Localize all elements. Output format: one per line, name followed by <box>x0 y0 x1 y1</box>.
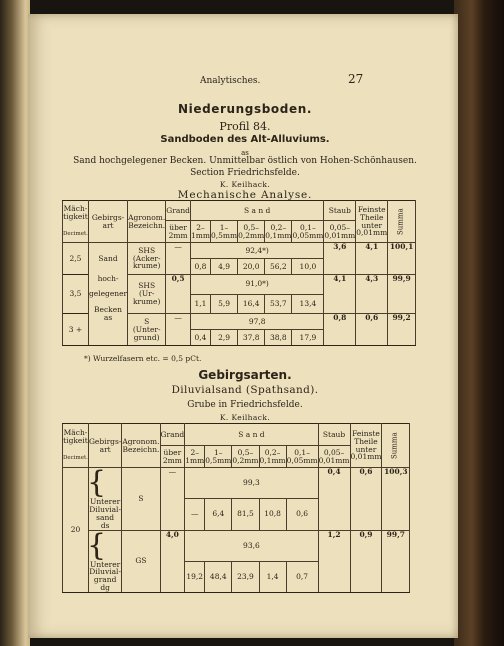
t2-header-s3: 0,5– 0,2mm <box>232 446 259 468</box>
t2-header-ueber: über 2mm <box>160 446 185 468</box>
row1-agronom: SHS (Acker- krume) <box>128 243 166 275</box>
row2-staub: 4,1 <box>324 275 356 314</box>
t2-header-s4: 0,2– 0,1mm <box>259 446 286 468</box>
t2-row2-agronom: GS <box>122 530 160 593</box>
analysis-table-1 <box>62 200 416 346</box>
row1-sand-total: 92,4*) <box>190 243 323 259</box>
t2-row1-feinste: 0,6 <box>350 468 382 531</box>
t2-header-maechtigkeit: Mäch-tigkeit Decimet. <box>63 424 89 468</box>
t2-header-s2: 1– 0,5mm <box>205 446 232 468</box>
row3-frac-1: 0,4 <box>190 330 210 346</box>
profile-number: Profil 84. <box>219 120 271 133</box>
soil-symbol: as <box>241 149 249 157</box>
header-s3: 0,5– 0,2mm <box>238 221 265 243</box>
row1-frac-5: 10,0 <box>292 259 324 275</box>
t2-row1-frac-4: 10,8 <box>259 499 286 530</box>
row3-depth: 3 + <box>63 314 89 346</box>
row2-depth: 3,5 <box>63 275 89 314</box>
t2-row2-frac-3: 23,9 <box>232 561 259 592</box>
t2-row2-grand: 4,0 <box>160 530 185 593</box>
section-title: Niederungsboden. <box>177 102 313 116</box>
t2-row1-frac-3: 81,5 <box>232 499 259 530</box>
row3-sand-total: 97,8 <box>190 314 323 330</box>
row1-frac-4: 56,2 <box>265 259 292 275</box>
row3-staub: 0,8 <box>324 314 356 346</box>
header-staub: Staub <box>324 201 356 221</box>
t2-header-sand: S a n d <box>185 424 318 446</box>
row1-frac-3: 20,0 <box>238 259 265 275</box>
location-text: Sand hochgelegener Becken. Unmittelbar östlich von Hohen-Schönhausen. <box>73 156 417 166</box>
t2-row1-frac-5: 0,6 <box>286 499 318 530</box>
row3-summa: 99,2 <box>388 314 416 346</box>
section2-author: K. Keilhack. <box>219 413 271 422</box>
row1-feinste: 4,1 <box>356 243 388 275</box>
row1-summa: 100,1 <box>388 243 416 275</box>
soil-subtitle: Sandboden des Alt-Alluviums. <box>160 134 330 145</box>
row2-frac-1: 1,1 <box>190 294 210 314</box>
page-number: 27 <box>348 72 364 86</box>
row2-grand: 0,5 <box>166 275 191 314</box>
header-grand: Grand <box>166 201 191 221</box>
row2-agronom: SHS (Ur- krume) <box>128 275 166 314</box>
row2-frac-2: 5,9 <box>210 294 237 314</box>
row3-frac-2: 2,9 <box>210 330 237 346</box>
section2-location: Grube in Friedrichsfelde. <box>187 400 303 410</box>
header-summa: Summa <box>388 201 416 243</box>
section2-subtitle: Diluvialsand (Spathsand). <box>171 384 319 396</box>
t2-header-feinste: Feinste Theile unter 0,01mm <box>350 424 382 468</box>
t2-row2-frac-1: 19,2 <box>185 561 205 592</box>
running-head: Analytisches. <box>200 76 261 86</box>
author: K. Keilhack. <box>219 180 271 189</box>
header-s5: 0,1– 0,05mm <box>292 221 324 243</box>
header-sand: S a n d <box>190 201 323 221</box>
gebirgsart-lines-2: hoch- gelegener Becken <box>88 273 128 314</box>
t2-row1-sand-total: 99,3 <box>185 468 318 499</box>
t2-header-s1: 2– 1mm <box>185 446 205 468</box>
row1-depth: 2,5 <box>63 243 89 275</box>
t2-row2-frac-2: 48,4 <box>205 561 232 592</box>
row2-frac-3: 16,4 <box>238 294 265 314</box>
t2-row1-staub: 0,4 <box>318 468 350 531</box>
header-staub-range: 0,05– 0,01mm <box>324 221 356 243</box>
t2-row2-gebirgsart: { Unterer Diluvial- grand dg <box>86 527 121 593</box>
row3-frac-3: 37,8 <box>238 330 265 346</box>
row1-frac-2: 4,9 <box>210 259 237 275</box>
book-spine <box>0 0 30 646</box>
row3-frac-5: 17,9 <box>292 330 324 346</box>
row1-staub: 3,6 <box>324 243 356 275</box>
t2-header-summa: Summa <box>382 424 410 468</box>
t2-row1-grand: — <box>160 468 185 531</box>
row1-frac-1: 0,8 <box>190 259 210 275</box>
t2-row1-frac-2: 6,4 <box>205 499 232 530</box>
t2-depth: 20 <box>63 468 89 593</box>
header-s1: 2– 1mm <box>190 221 210 243</box>
t2-row2-sand-total: 93,6 <box>185 530 318 561</box>
row2-frac-4: 53,7 <box>265 294 292 314</box>
gebirgsart-line-1: Sand <box>88 243 127 275</box>
t2-header-agronom: Agronom. Bezeichn. <box>122 424 160 468</box>
t2-row1-summa: 100,3 <box>382 468 410 531</box>
t2-row2-feinste: 0,9 <box>350 530 382 593</box>
row2-sand-total: 91,0*) <box>190 275 323 295</box>
section2-title: Gebirgsarten. <box>198 368 292 382</box>
t2-header-gebirgsart: Gebirgs-art <box>88 424 121 468</box>
gebirgsart-line-5: as <box>88 314 127 346</box>
row3-feinste: 0,6 <box>356 314 388 346</box>
header-s2: 1– 0,5mm <box>210 221 237 243</box>
header-maechtigkeit: Mäch-tigkeit Decimet. <box>63 201 89 243</box>
header-s4: 0,2– 0,1mm <box>265 221 292 243</box>
t2-header-staub-range: 0,05– 0,01mm <box>318 446 350 468</box>
row3-frac-4: 38,8 <box>265 330 292 346</box>
t2-row2-frac-4: 1,4 <box>259 561 286 592</box>
book-edge <box>454 0 504 646</box>
row3-grand: — <box>166 314 191 346</box>
row3-agronom: S (Unter- grund) <box>128 314 166 346</box>
header-agronom: Agronom. Bezeichn. <box>128 201 166 243</box>
t2-header-grand: Grand <box>160 424 185 446</box>
section-name: Section Friedrichsfelde. <box>190 168 300 178</box>
t2-row2-frac-5: 0,7 <box>286 561 318 592</box>
t2-header-s5: 0,1– 0,05mm <box>286 446 318 468</box>
t2-row2-staub: 1,2 <box>318 530 350 593</box>
analysis-table-2 <box>62 423 410 593</box>
row2-frac-5: 13,4 <box>292 294 324 314</box>
t2-row1-gebirgsart: { Unterer Diluvial- sand ds <box>86 465 121 530</box>
t2-row1-frac-1: — <box>185 499 205 530</box>
header-gebirgsart: Gebirgs-art <box>88 201 127 243</box>
footnote: *) Wurzelfasern etc. = 0,5 pCt. <box>84 354 202 363</box>
analysis-title: Mechanische Analyse. <box>177 189 313 201</box>
t2-row1-agronom: S <box>122 468 160 531</box>
header-feinste: Feinste Theile unter 0,01mm <box>356 201 388 243</box>
t2-header-staub: Staub <box>318 424 350 446</box>
header-ueber: über 2mm <box>166 221 191 243</box>
t2-row2-summa: 99,7 <box>382 530 410 593</box>
row2-feinste: 4,3 <box>356 275 388 314</box>
row1-grand: — <box>166 243 191 275</box>
row2-summa: 99,9 <box>388 275 416 314</box>
